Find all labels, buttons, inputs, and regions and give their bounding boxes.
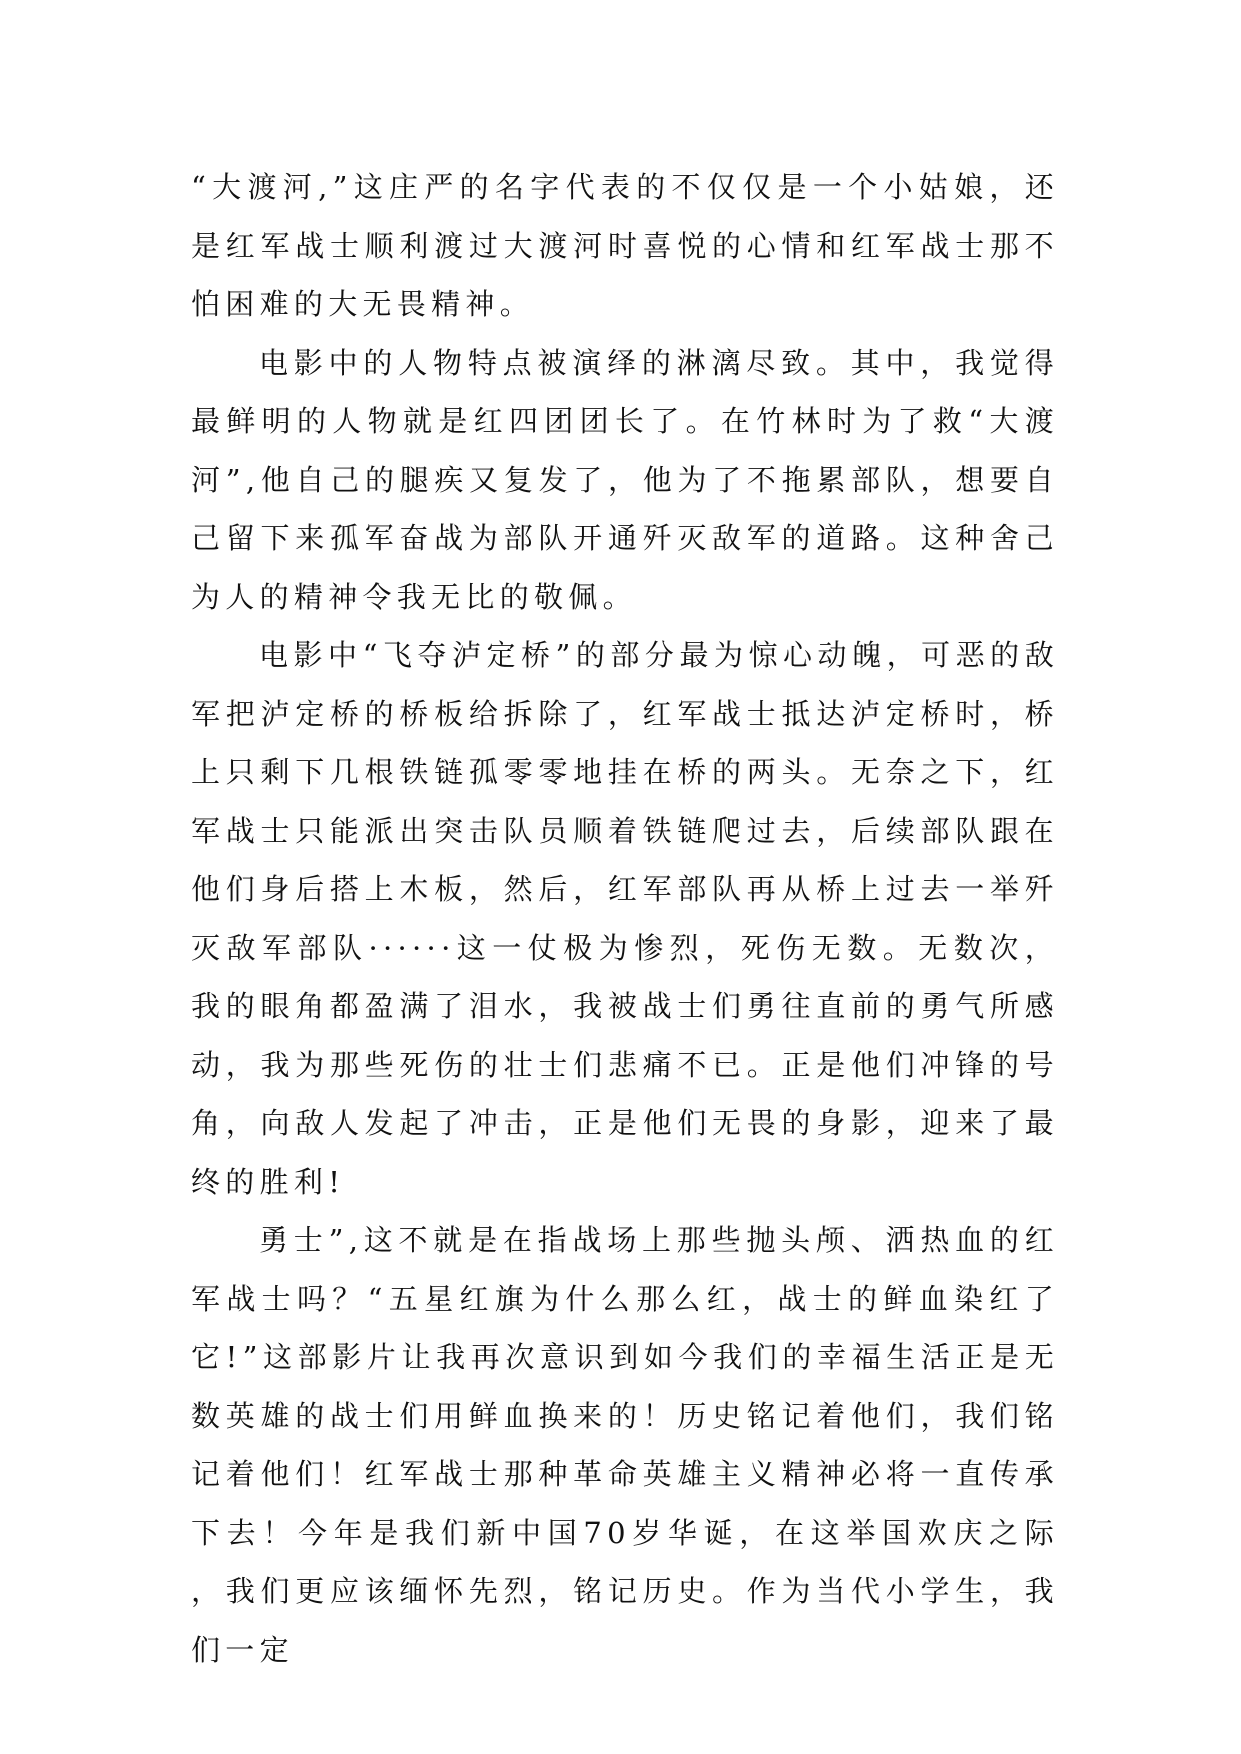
- paragraph-3: 电影中“飞夺泸定桥”的部分最为惊心动魄，可恶的敌军把泸定桥的桥板给拆除了，红军战士抵达泸定桥时，桥上只剩下几根铁链孤零零地挂在桥的两头。无奈之下，红军战士只能派出突击队员顺着铁链爬过去，后续部队跟在他们身后搭上木板，然后，红军部队再从桥上过去一举歼灭敌军部队······这一仗极为惨烈，死伤无数。无数次，我的眼角都盈满了泪水，我被战士们勇往直前的勇气所感动，我为那些死伤的壮士们悲痛不已。正是他们冲锋的号角，向敌人发起了冲击，正是他们无畏的身影，迎来了最终的胜利!: [191, 638, 1059, 1199]
- paragraph-2: 电影中的人物特点被演绎的淋漓尽致。其中，我觉得最鲜明的人物就是红四团团长了。在竹林时为了救“大渡河”,他自己的腿疾又复发了，他为了不拖累部队，想要自己留下来孤军奋战为部队开通歼灭敌军的道路。这种舍己为人的精神令我无比的敬佩。: [191, 345, 1059, 614]
- paragraph-1: “大渡河,”这庄严的名字代表的不仅仅是一个小姑娘，还是红军战士顺利渡过大渡河时喜悦的心情和红军战士那不怕困难的大无畏精神。: [191, 170, 1059, 321]
- paragraph-4: 勇士”,这不就是在指战场上那些抛头颅、洒热血的红军战士吗？“五星红旗为什么那么红，战士的鲜血染红了它!”这部影片让我再次意识到如今我们的幸福生活正是无数英雄的战士们用鲜血换来的！历史铭记着他们，我们铭记着他们！红军战士那种革命英雄主义精神必将一直传承下去！今年是我们新中国70岁华诞，在这举国欢庆之际，我们更应该缅怀先烈，铭记历史。作为当代小学生，我们一定: [191, 1223, 1059, 1667]
- document-body: [191, 158, 1059, 1679]
